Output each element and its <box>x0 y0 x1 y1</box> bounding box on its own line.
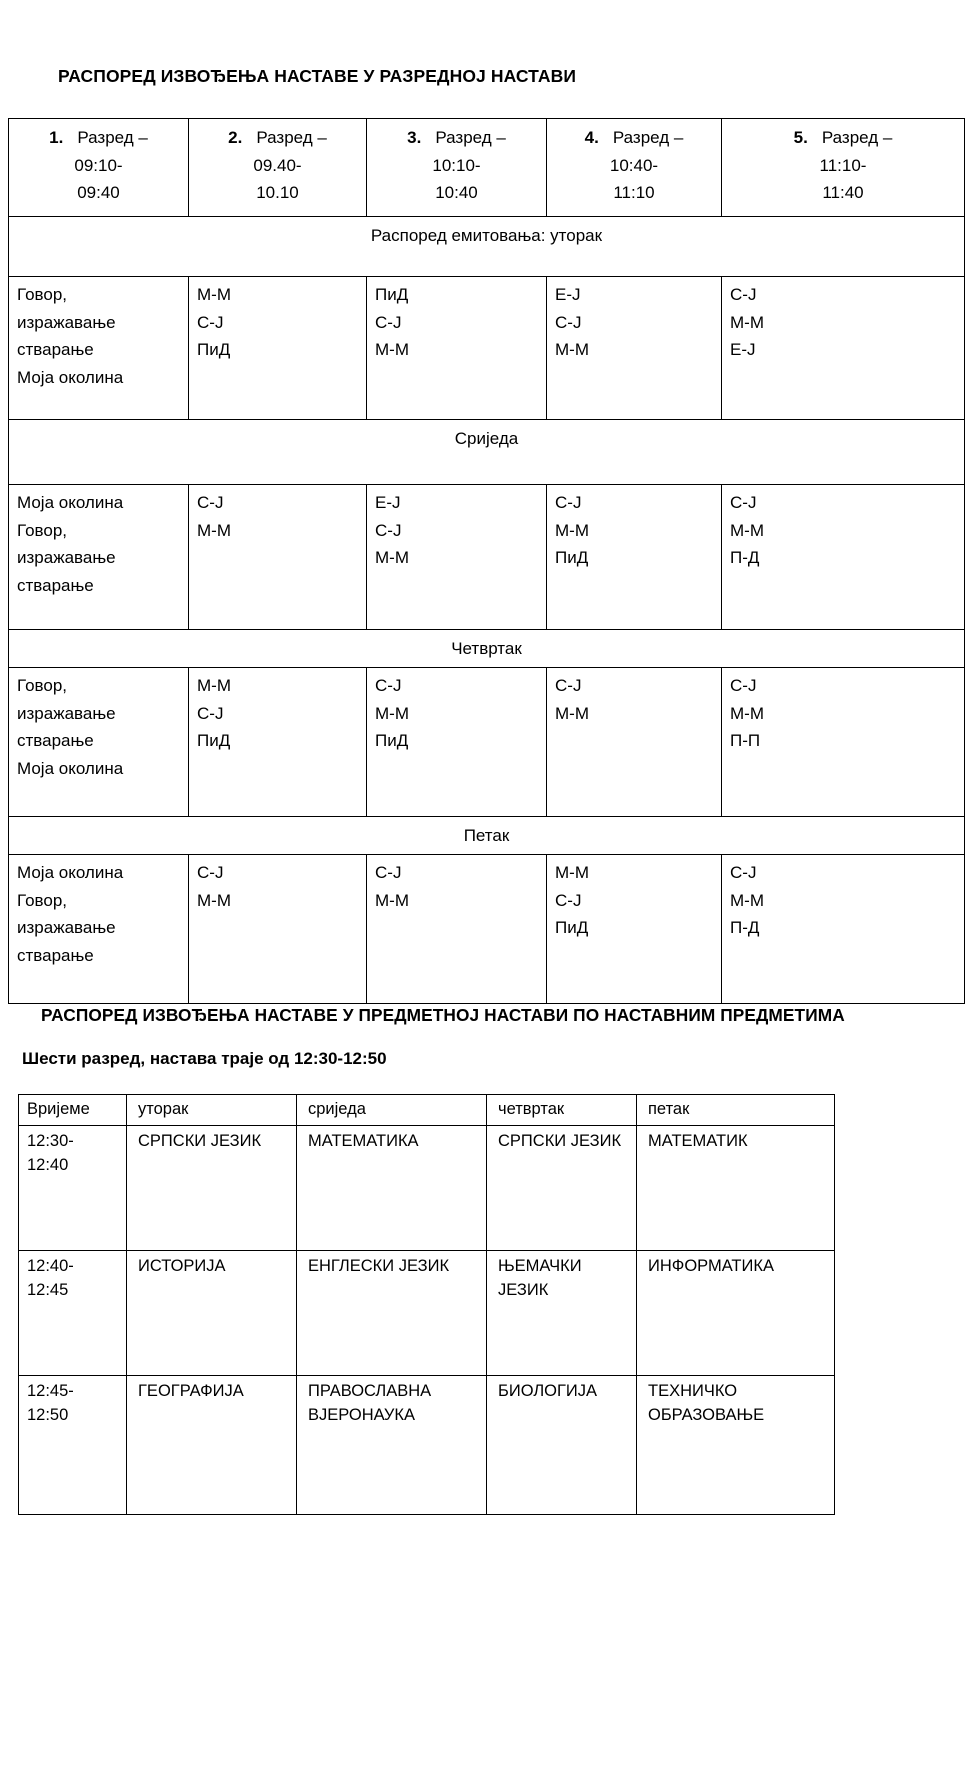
period-time-end: 09:40 <box>77 183 120 203</box>
subject-cell <box>189 277 367 420</box>
day-separator-wednesday: Сриједа <box>9 420 965 485</box>
subject-line: С-Ј <box>555 312 582 332</box>
time-line: 12:40 <box>27 1155 69 1174</box>
time-cell <box>19 1375 127 1514</box>
subject-line: изражавање <box>17 312 116 332</box>
subject-line: С-Ј <box>555 890 582 910</box>
subject-cell <box>637 1125 835 1250</box>
class-teaching-schedule-table <box>8 118 965 1004</box>
subject-line: ПРАВОСЛАВНА <box>308 1381 432 1400</box>
subject-line: М-М <box>375 703 409 723</box>
subject-cell <box>637 1375 835 1514</box>
subject-line: С-Ј <box>197 312 224 332</box>
table-header-row <box>9 119 965 217</box>
subject-line: М-М <box>555 340 589 360</box>
subject-line: стварање <box>17 731 94 751</box>
subject-cell <box>367 855 547 1004</box>
subject-cell <box>547 485 722 630</box>
subject-line: М-М <box>555 703 589 723</box>
subject-line: П-П <box>730 731 761 751</box>
table-row <box>19 1125 835 1250</box>
subject-cell <box>637 1250 835 1375</box>
subject-line: М-М <box>197 285 231 304</box>
time-line: 12:45- <box>27 1381 74 1400</box>
subject-line: М-М <box>730 890 764 910</box>
time-line: 12:50 <box>27 1405 69 1424</box>
subject-line: Е-Ј <box>730 340 756 360</box>
subject-teaching-schedule-table <box>18 1094 835 1515</box>
subject-line: ОБРАЗОВАЊЕ <box>648 1405 765 1424</box>
subject-line: С-Ј <box>375 863 402 882</box>
subject-line: изражавање <box>17 703 116 723</box>
subject-cell <box>722 485 965 630</box>
period-header-cell <box>367 119 547 217</box>
subject-cell <box>367 485 547 630</box>
subject-line: ПиД <box>197 731 231 751</box>
subject-cell <box>297 1375 487 1514</box>
subject-line: ИНФОРМАТИКА <box>648 1256 774 1275</box>
subject-cell <box>367 277 547 420</box>
subject-line: Моја околина <box>17 758 124 778</box>
subject-line: С-Ј <box>730 676 757 695</box>
period-time-start: 11:10- <box>819 155 867 175</box>
day-separator-tuesday: Распоред емитовања: уторак <box>9 217 965 277</box>
period-label: Разред – <box>612 128 684 147</box>
subject-cell <box>189 485 367 630</box>
subject-cell <box>297 1125 487 1250</box>
period-time-start: 10:40- <box>609 155 659 175</box>
period-time-end: 10.10 <box>256 183 299 203</box>
column-header-wednesday: сриједа <box>297 1095 487 1126</box>
subject-line: М-М <box>730 312 764 332</box>
period-label: Разред – <box>77 128 148 147</box>
subject-line: ЈЕЗИК <box>498 1280 549 1299</box>
column-header-thursday: четвртак <box>487 1095 637 1126</box>
subject-line: М-М <box>375 548 409 568</box>
day-separator-thursday: Четвртак <box>9 630 965 668</box>
subject-line: изражавање <box>17 548 116 568</box>
subject-line: Е-Ј <box>555 285 581 304</box>
subject-cell <box>487 1250 637 1375</box>
day-separator-row <box>9 420 965 485</box>
subject-line: С-Ј <box>375 676 402 695</box>
subject-cell <box>487 1375 637 1514</box>
column-header-time: Вријеме <box>19 1095 127 1126</box>
subject-cell <box>297 1250 487 1375</box>
subject-line: Говор, <box>17 676 67 695</box>
subject-line: П-Д <box>730 918 760 938</box>
subject-line: ПиД <box>555 548 589 568</box>
subject-line: Говор, <box>17 890 67 910</box>
period-time-end: 11:40 <box>822 183 864 203</box>
subject-line: ПиД <box>375 731 409 751</box>
subject-cell <box>722 668 965 817</box>
subject-line: стварање <box>17 340 94 360</box>
period-label: Разред – <box>821 128 893 147</box>
subject-line: С-Ј <box>375 520 402 540</box>
subject-line: С-Ј <box>730 863 757 882</box>
period-time-start: 10:10- <box>432 155 481 175</box>
subject-line: С-Ј <box>730 285 757 304</box>
time-line: 12:40- <box>27 1256 74 1275</box>
subject-line: М-М <box>555 520 589 540</box>
table-row <box>9 855 965 1004</box>
subject-line: С-Ј <box>730 493 757 512</box>
table-header-row <box>19 1095 835 1126</box>
page-title-class-teaching: РАСПОРЕД ИЗВОЂЕЊА НАСТАВЕ У РАЗРЕДНОЈ НАСТАВИ <box>58 66 577 86</box>
subject-cell <box>547 855 722 1004</box>
subject-line: ЊЕМАЧКИ <box>498 1256 582 1275</box>
period-number: 1. <box>49 128 64 147</box>
subject-cell <box>189 855 367 1004</box>
subject-cell <box>9 668 189 817</box>
subject-line: М-М <box>197 520 231 540</box>
subject-line: СРПСКИ ЈЕЗИК <box>138 1131 262 1150</box>
subject-cell <box>722 855 965 1004</box>
day-separator-row <box>9 817 965 855</box>
subject-line: С-Ј <box>555 676 582 695</box>
period-number: 3. <box>407 128 422 147</box>
subject-cell <box>547 277 722 420</box>
period-time-end: 10:40 <box>435 183 478 203</box>
subject-line: С-Ј <box>197 703 224 723</box>
subject-line: ТЕХНИЧКО <box>648 1381 738 1400</box>
period-number: 2. <box>228 128 243 147</box>
subject-cell <box>9 277 189 420</box>
subject-cell <box>9 855 189 1004</box>
day-separator-friday: Петак <box>9 817 965 855</box>
subject-cell <box>189 668 367 817</box>
subject-line: М-М <box>375 890 409 910</box>
table-row <box>19 1375 835 1514</box>
period-header-cell <box>189 119 367 217</box>
time-line: 12:45 <box>27 1280 69 1299</box>
subject-line: изражавање <box>17 918 116 938</box>
subject-line: П-Д <box>730 548 760 568</box>
time-cell <box>19 1250 127 1375</box>
subject-line: стварање <box>17 575 94 595</box>
day-separator-row <box>9 217 965 277</box>
subject-line: ПиД <box>555 918 589 938</box>
subject-line: М-М <box>730 703 764 723</box>
subject-cell <box>127 1125 297 1250</box>
subject-line: ЕНГЛЕСКИ ЈЕЗИК <box>308 1256 450 1275</box>
page-title-subject-teaching: РАСПОРЕД ИЗВОЂЕЊА НАСТАВЕ У ПРЕДМЕТНОЈ НАСТАВИ ПО НАСТАВНИМ ПРЕДМЕТИМА <box>41 1005 845 1025</box>
subject-line: МАТЕМАТИК <box>648 1131 748 1150</box>
subject-line: ВЈЕРОНАУКА <box>308 1405 416 1424</box>
period-time-end: 11:10 <box>613 183 655 203</box>
period-header-cell <box>722 119 965 217</box>
subject-cell <box>127 1250 297 1375</box>
column-header-friday: петак <box>637 1095 835 1126</box>
subject-line: С-Ј <box>197 493 224 512</box>
period-label: Разред – <box>435 128 506 147</box>
subject-line: С-Ј <box>197 863 224 882</box>
subject-cell <box>127 1375 297 1514</box>
subject-cell <box>367 668 547 817</box>
period-time-start: 09.40- <box>253 155 302 175</box>
subject-line: Моја околина <box>17 863 124 882</box>
subject-line: Моја околина <box>17 367 124 387</box>
subject-line: ГЕОГРАФИЈА <box>138 1381 244 1400</box>
subject-line: стварање <box>17 945 94 965</box>
subject-line: СРПСКИ ЈЕЗИК <box>498 1131 622 1150</box>
subject-line: Говор, <box>17 520 67 540</box>
subject-line: Е-Ј <box>375 493 401 512</box>
subject-cell <box>722 277 965 420</box>
subject-line: ПиД <box>197 340 231 360</box>
period-number: 4. <box>584 128 599 147</box>
table-row <box>9 277 965 420</box>
subject-line: ПиД <box>375 285 409 304</box>
subject-line: МАТЕМАТИКА <box>308 1131 419 1150</box>
period-header-cell <box>9 119 189 217</box>
subject-line: Говор, <box>17 285 67 304</box>
subject-line: С-Ј <box>555 493 582 512</box>
subject-cell <box>9 485 189 630</box>
subject-line: Моја околина <box>17 493 124 512</box>
subject-line: М-М <box>555 863 589 882</box>
subject-line: БИОЛОГИЈА <box>498 1381 598 1400</box>
time-cell <box>19 1125 127 1250</box>
period-header-cell <box>547 119 722 217</box>
period-number: 5. <box>793 128 808 147</box>
subject-line: М-М <box>197 890 231 910</box>
period-time-start: 09:10- <box>74 155 123 175</box>
table-row <box>9 485 965 630</box>
subject-line: М-М <box>197 676 231 695</box>
period-label: Разред – <box>256 128 327 147</box>
subject-cell <box>487 1125 637 1250</box>
subject-line: М-М <box>730 520 764 540</box>
column-header-tuesday: уторак <box>127 1095 297 1126</box>
subject-line: С-Ј <box>375 312 402 332</box>
time-line: 12:30- <box>27 1131 74 1150</box>
subtitle-sixth-grade: Шести разред, настава траје од 12:30-12:50 <box>22 1049 387 1068</box>
subject-line: ИСТОРИЈА <box>138 1256 226 1275</box>
subject-cell <box>547 668 722 817</box>
day-separator-row <box>9 630 965 668</box>
table-row <box>19 1250 835 1375</box>
table-row <box>9 668 965 817</box>
subject-line: М-М <box>375 340 409 360</box>
